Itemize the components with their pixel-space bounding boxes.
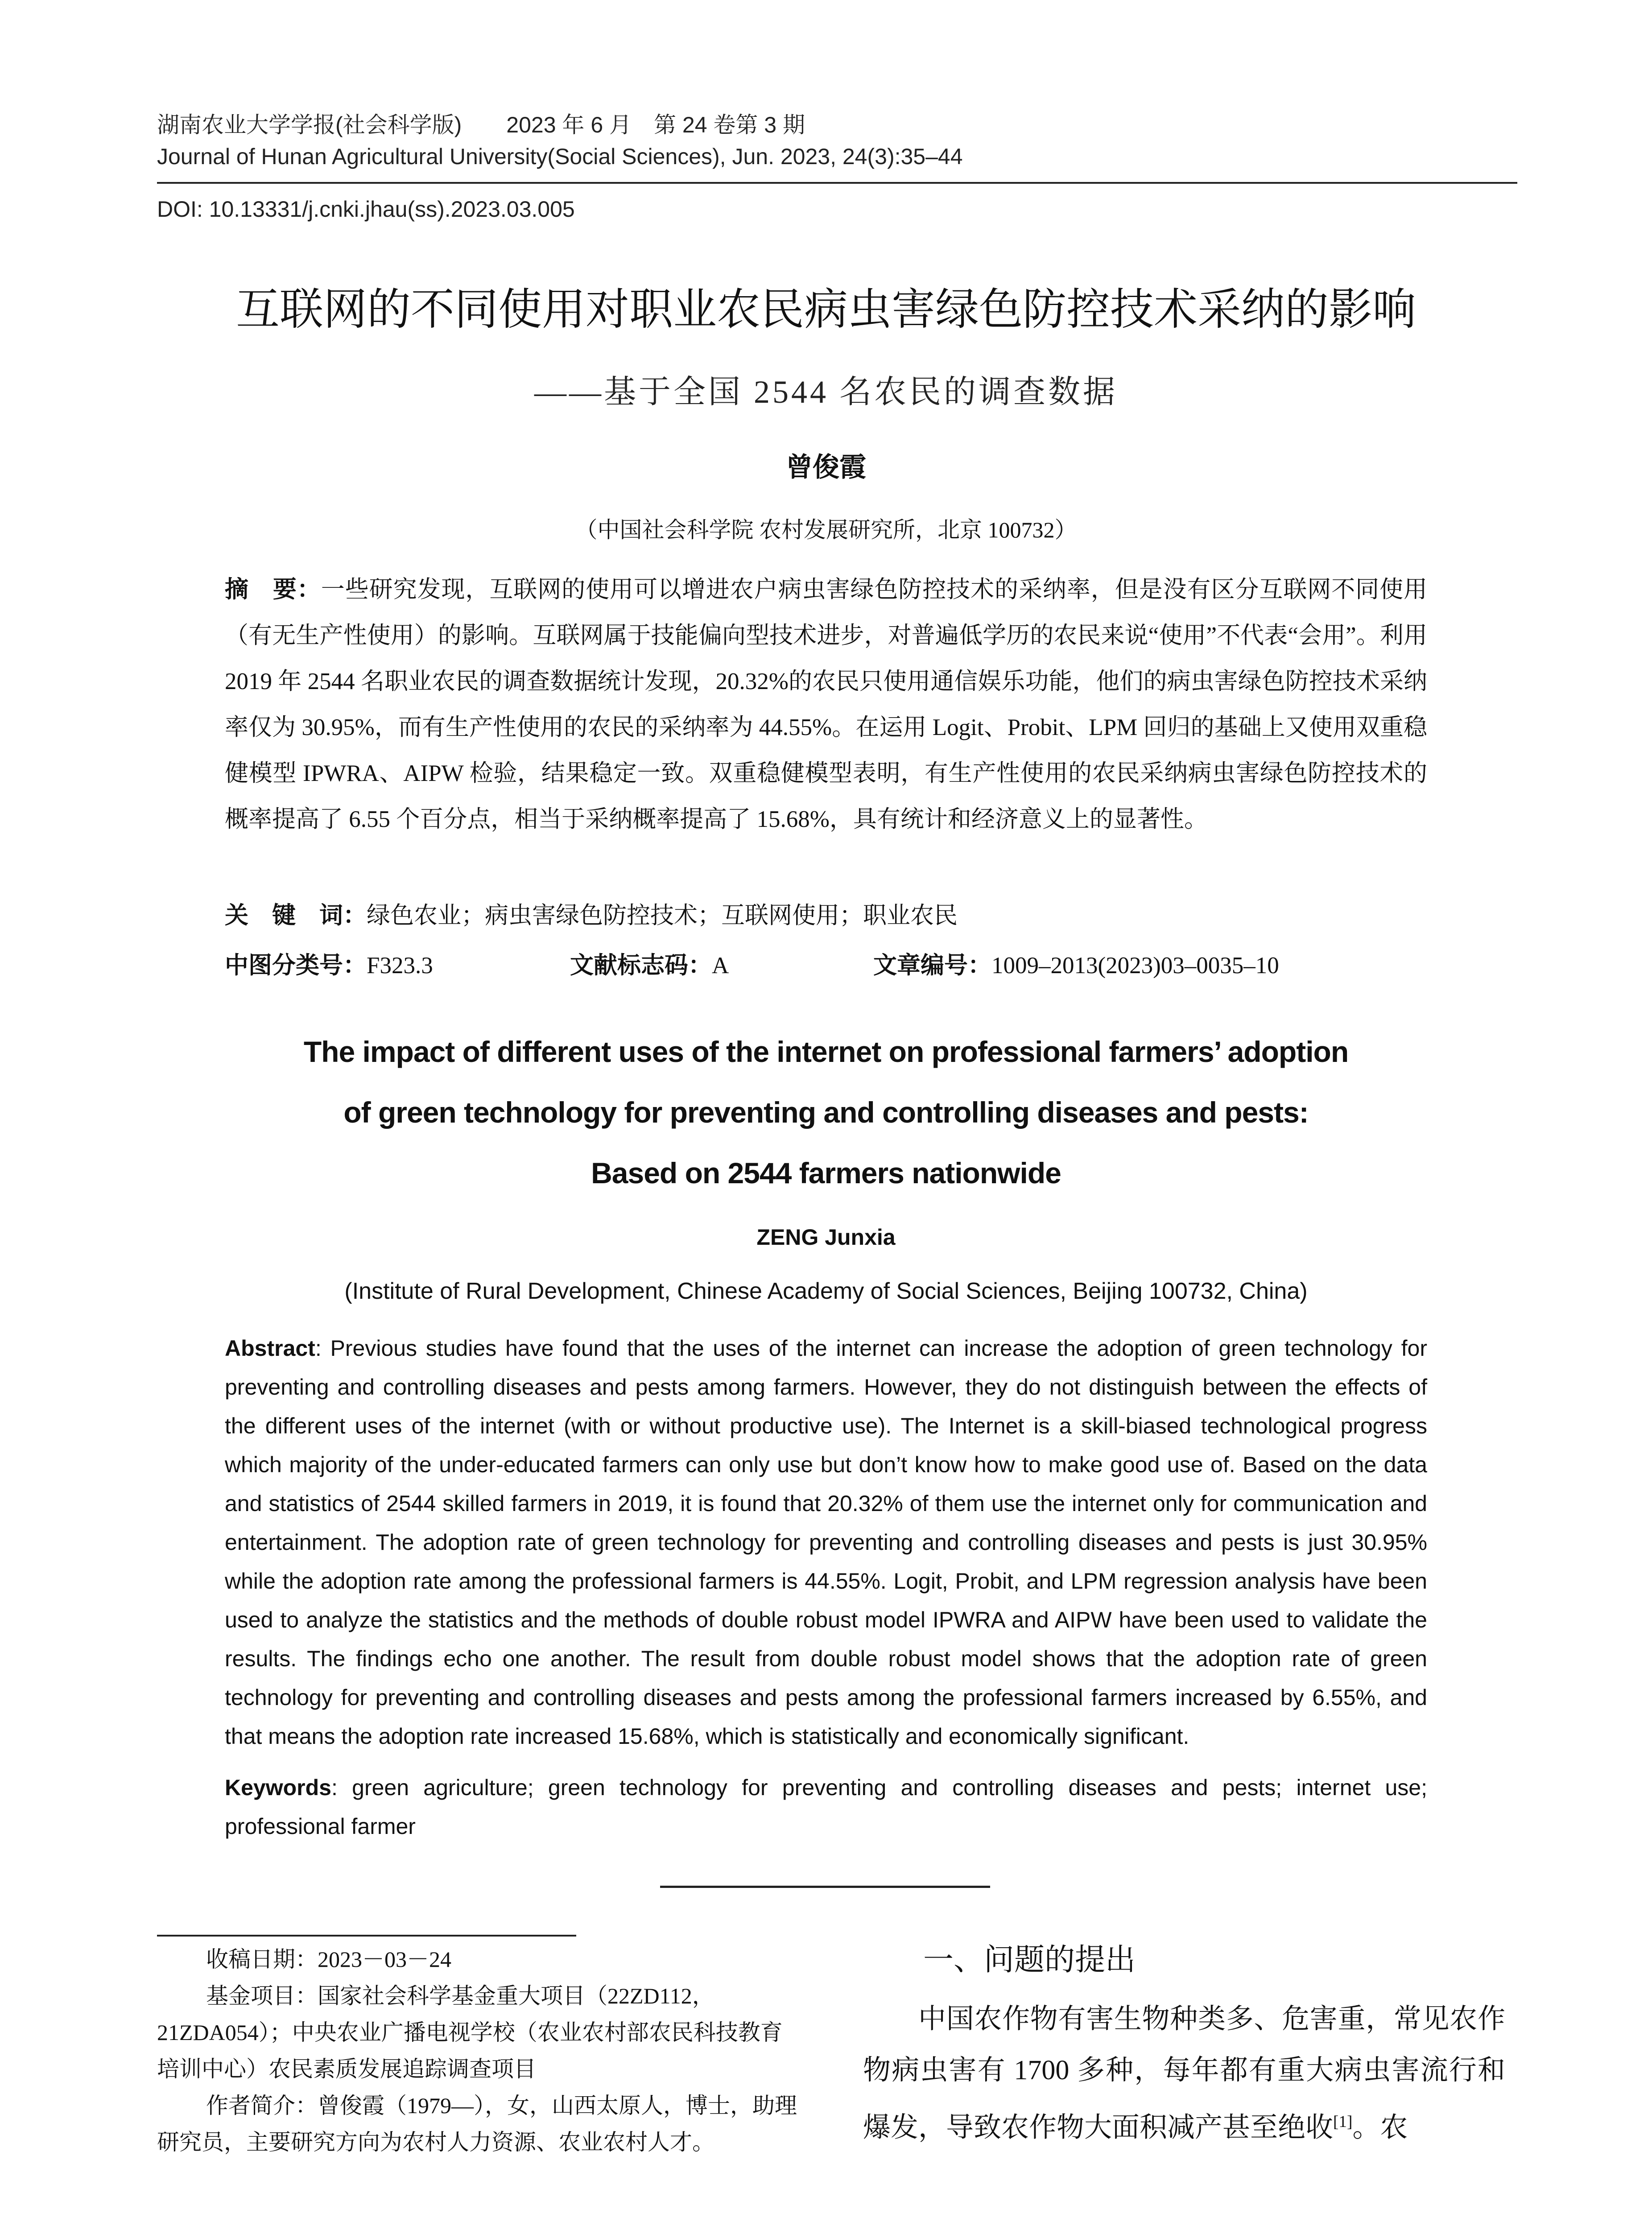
section-body-text: 中国农作物有害生物种类多、危害重，常见农作物病虫害有 1700 多种，每年都有重大病虫害流行和爆发，导致农作物大面积减产甚至绝收 xyxy=(863,2004,1505,2143)
footnote-rule xyxy=(157,1935,576,1937)
abstract-cn-label: 摘 要： xyxy=(225,576,321,603)
footnote-author-bio: 作者简介：曾俊霞（1979—），女，山西太原人，博士，助理研究员，主要研究方向为农村人力资源、农业农村人才。 xyxy=(157,2093,797,2155)
keywords-en-text: : green agriculture; green technology for preventing and controlling diseases and pests; internet use; professional farmer xyxy=(225,1775,1427,1839)
section-divider xyxy=(660,1886,990,1888)
title-en-line1: The impact of different uses of the internet on professional farmers’ adoption xyxy=(303,1035,1349,1068)
abstract-cn-text: 一些研究发现，互联网的使用可以增进农户病虫害绿色防控技术的采纳率，但是没有区分互联网不同使用（有无生产性使用）的影响。互联网属于技能偏向型技术进步，对普遍低学历的农民来说“使用”不代表“会用”。利用 2019 年 2544 名职业农民的调查数据统计发现，20.32%的农民只使用通信娱乐功能，他们的病虫害绿色防控技术采纳率仅为 30.95%，而有生产性使用的农民的采纳率为 44.55%。在运用 Logit、Probit、LPM 回归的基础上又使用双重稳健模型 IPWRA、AIPW 检验，结果稳定一致。双重稳健模型表明，有生产性使用的农民采纳病虫害绿色防控技术的概率提高了 6.55 个百分点，相当于采纳概率提高了 15.68%，具有统计和经济意义上的显著性。 xyxy=(225,577,1428,832)
doi: DOI: 10.13331/j.cnki.jhau(ss).2023.03.005 xyxy=(157,197,575,222)
keywords-en-label: Keywords xyxy=(225,1775,331,1800)
abstract-cn xyxy=(225,566,1427,842)
title-en-line2: of green technology for preventing and controlling diseases and pests: xyxy=(343,1096,1309,1129)
keywords-cn xyxy=(225,896,958,930)
journal-header-en: Journal of Hunan Agricultural University(Social Sciences), Jun. 2023, 24(3):35–44 xyxy=(157,144,963,169)
keywords-en xyxy=(225,1768,1427,1846)
affiliation-cn: （中国社会科学院 农村发展研究所，北京 100732） xyxy=(575,517,1077,542)
abstract-en-label: Abstract xyxy=(225,1336,315,1361)
document-code: 文献标志码：A xyxy=(570,952,729,979)
affiliation-en: (Institute of Rural Development, Chinese Academy of Social Sciences, Beijing 100732, China) xyxy=(344,1278,1308,1304)
abstract-en xyxy=(225,1329,1427,1756)
header-rule xyxy=(157,182,1517,184)
keywords-cn-label: 关 键 词： xyxy=(225,902,367,929)
author-cn: 曾俊霞 xyxy=(786,452,866,482)
footnotes xyxy=(157,1941,804,2160)
subtitle-cn: ——基于全国 2544 名农民的调查数据 xyxy=(534,374,1118,410)
title-cn: 互联网的不同使用对职业农民病虫害绿色防控技术采纳的影响 xyxy=(235,285,1416,334)
journal-header-cn: 湖南农业大学学报(社会科学版) 2023 年 6 月 第 24 卷第 3 期 xyxy=(157,112,805,137)
classification-number: 中图分类号：F323.3 xyxy=(225,952,433,979)
keywords-cn-text: 绿色农业；病虫害绿色防控技术；互联网使用；职业农民 xyxy=(367,903,958,929)
citation-ref: [1] xyxy=(1333,2113,1353,2131)
author-en: ZENG Junxia xyxy=(756,1225,896,1250)
article-number: 文章编号：1009–2013(2023)03–0035–10 xyxy=(873,952,1279,979)
abstract-en-text: : Previous studies have found that the uses of the internet can increase the adoption of green technology for preventing and controlling diseases and pests among farmers. However, they do not distinguish between the effects of the different uses of the internet (with or without productive use). The Internet is a skill-biased technological progress which majority of the under-educated farmers can only use but don’t know how to make good use of. Based on the data and statistics of 2544 skilled farmers in 2019, it is found that 20.32% of them use the internet only for communication and entertainment. The adoption rate of green technology for preventing and controlling diseases and pests is just 30.95% while the adoption rate among the professional farmers is 44.55%. Logit, Probit, and LPM regression analysis have been used to analyze the statistics and the methods of double robust model IPWRA and AIPW have been used to validate the results. The findings echo one another. The result from double robust model shows that the adoption rate of green technology for preventing and controlling diseases and pests among the professional farmers increased by 6.55%, and that means the adoption rate increased 15.68%, which is statistically and economically significant. xyxy=(225,1336,1427,1749)
section-body-text-tail: 。农 xyxy=(1352,2112,1408,2143)
title-en-line3: Based on 2544 farmers nationwide xyxy=(591,1156,1061,1189)
section-heading: 一、问题的提出 xyxy=(923,1943,1136,1977)
footnote-fund: 基金项目：国家社会科学基金重大项目（22ZD112，21ZDA054）；中央农业广播电视学校（农业农村部农民科技教育培训中心）农民素质发展追踪调查项目 xyxy=(157,1983,783,2081)
footnote-received: 收稿日期：2023－03－24 xyxy=(206,1947,451,1972)
section-body xyxy=(863,1994,1505,2154)
